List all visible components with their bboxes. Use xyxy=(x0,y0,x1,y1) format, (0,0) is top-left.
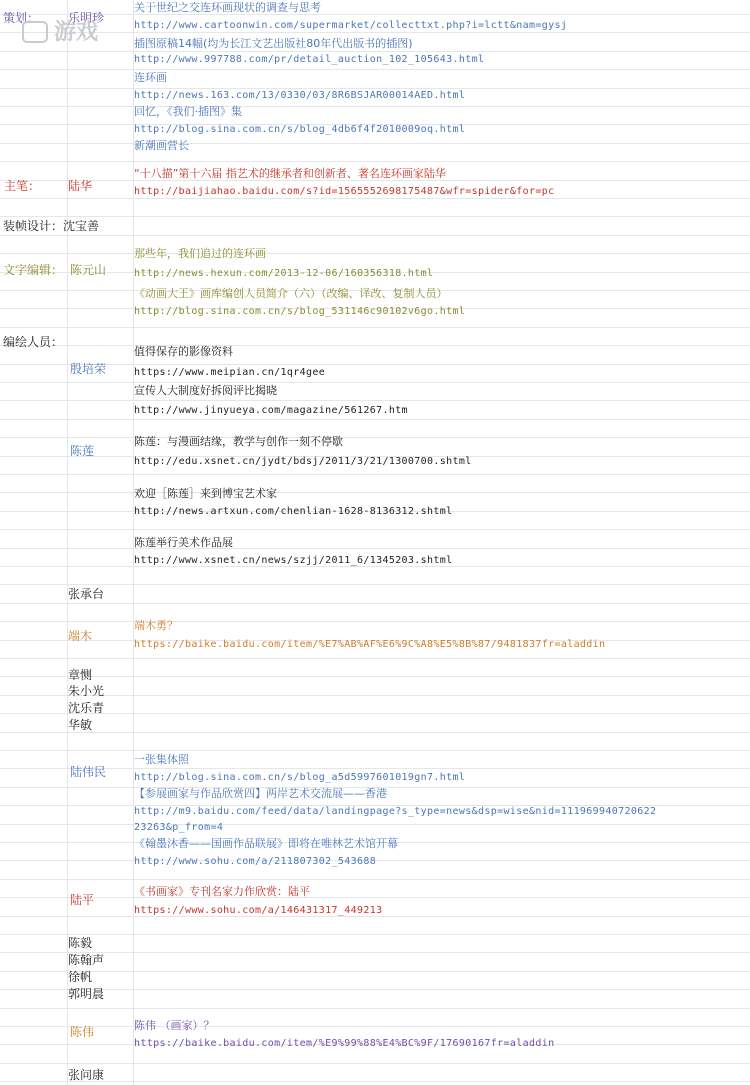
grid-row-line xyxy=(0,584,750,585)
grid-row-line xyxy=(0,879,750,880)
reference-title: 【参展画家与作品欣赏四】两岸艺术交流展——香港 xyxy=(134,787,387,800)
grid-row-line xyxy=(0,327,750,328)
person-name: 郭明晨 xyxy=(68,987,105,1001)
reference-link[interactable]: http://news.163.com/13/0330/03/8R6BSJAR00014AED.html xyxy=(134,90,466,101)
grid-row-line xyxy=(0,400,750,401)
grid-row-line xyxy=(0,1063,750,1064)
person-name: 陈莲 xyxy=(70,444,95,458)
grid-row-line xyxy=(0,492,750,493)
person-name: 端木 xyxy=(68,629,93,643)
grid-row-line xyxy=(0,216,750,217)
grid-row-line xyxy=(0,676,750,677)
grid-row-line xyxy=(0,143,750,144)
person-name: 陆伟民 xyxy=(70,765,107,779)
person-name: 沈乐青 xyxy=(68,701,105,715)
grid-row-line xyxy=(0,732,750,733)
person-name: 陈伟 xyxy=(70,1025,95,1039)
grid-row-line xyxy=(0,695,750,696)
reference-link[interactable]: https://www.meipian.cn/1qr4gee xyxy=(134,367,326,378)
grid-row-line xyxy=(0,69,750,70)
person-name: 编绘人员： xyxy=(3,335,64,349)
reference-link[interactable]: http://www.jinyueya.com/magazine/561267.htm xyxy=(134,405,408,416)
watermark-text: 游戏 xyxy=(54,20,99,45)
reference-title: 端木勇？ xyxy=(134,619,178,632)
reference-title: 值得保存的影像资料 xyxy=(134,345,233,358)
reference-link[interactable]: http://www.sohu.com/a/211807302_543688 xyxy=(134,856,377,867)
grid-row-line xyxy=(0,603,750,604)
person-name: 陈元山 xyxy=(70,263,107,277)
grid-row-line xyxy=(0,437,750,438)
reference-link[interactable]: 23263&p_from=4 xyxy=(134,822,224,833)
grid-row-line xyxy=(0,474,750,475)
grid-row-line xyxy=(0,1081,750,1082)
reference-title: 《翰墨沐香——国画作品联展》即将在唯林艺术馆开幕 xyxy=(134,837,398,850)
grid-row-line xyxy=(0,382,750,383)
person-name: 章恻 xyxy=(68,668,93,682)
reference-title: 陈莲举行美术作品展 xyxy=(134,536,233,549)
reference-title: 《动画大王》画库编创人员简介（六）（改编、译改、复制人员） xyxy=(134,287,448,300)
reference-link[interactable]: http://news.artxun.com/chenlian-1628-8136312.shtml xyxy=(134,506,453,517)
reference-link[interactable]: https://www.sohu.com/a/146431317_449213 xyxy=(134,905,383,916)
reference-link[interactable]: http://blog.sina.com.cn/s/blog_4db6f4f2010009oq.html xyxy=(134,124,466,135)
reference-title: “十八描”第十六届 指艺术的继承者和创新者、著名连环画家陆华 xyxy=(134,167,446,180)
reference-title: 连环画 xyxy=(134,71,167,84)
reference-link[interactable]: https://baike.baidu.com/item/%E9%99%88%E4%BC%9F/17690167fr=aladdin xyxy=(134,1038,555,1049)
person-name: 陆平 xyxy=(70,893,95,907)
gamepad-icon xyxy=(22,21,48,43)
reference-link[interactable]: http://news.hexun.com/2013-12-06/160356318.html xyxy=(134,268,434,279)
reference-title: 陈莲：与漫画结缘，教学与创作一刻不停歇 xyxy=(134,435,343,448)
grid-row-line xyxy=(0,1026,750,1027)
grid-row-line xyxy=(0,621,750,622)
grid-row-line xyxy=(0,897,750,898)
watermark xyxy=(22,18,120,48)
grid-row-line xyxy=(0,713,750,714)
grid-row-line xyxy=(0,548,750,549)
person-name: 陈毅 xyxy=(68,936,93,950)
grid-row-line xyxy=(0,345,750,346)
grid-row-line xyxy=(0,989,750,990)
person-name: 殷培荣 xyxy=(70,362,107,376)
reference-title: 回忆，《我们·插图》集 xyxy=(134,105,242,118)
grid-column-line xyxy=(67,0,68,1085)
reference-title: 欢迎［陈莲］来到博宝艺术家 xyxy=(134,487,277,500)
grid-row-line xyxy=(0,934,750,935)
grid-row-line xyxy=(0,14,750,15)
person-name: 张问康 xyxy=(68,1068,105,1082)
reference-title: 《书画家》专刊名家力作欣赏：陆平 xyxy=(134,885,310,898)
reference-link[interactable]: http://m9.baidu.com/feed/data/landingpage?s_type=news&dsp=wise&nid=111969940720622 xyxy=(134,806,657,817)
reference-link[interactable]: https://baike.baidu.com/item/%E7%AB%AF%E6%9C%A8%E5%8B%87/9481837fr=aladdin xyxy=(134,639,606,650)
grid-row-line xyxy=(0,824,750,825)
grid-row-line xyxy=(0,971,750,972)
grid-row-line xyxy=(0,419,750,420)
role-label: 策划： xyxy=(3,11,40,25)
reference-title: 关于世纪之交连环画现状的调查与思考 xyxy=(134,1,321,14)
grid-row-line xyxy=(0,768,750,769)
reference-title: 新潮画营长 xyxy=(134,139,189,152)
role-label: 主笔： xyxy=(4,179,41,193)
person-name: 陈翰声 xyxy=(68,953,105,967)
grid-row-line xyxy=(0,952,750,953)
reference-title: 插图原稿14幅(均为长江文艺出版社80年代出版书的插图) xyxy=(134,37,413,50)
role-label: 文字编辑： xyxy=(3,263,64,277)
reference-link[interactable]: http://blog.sina.com.cn/s/blog_a5d5997601019gn7.html xyxy=(134,772,466,783)
reference-link[interactable]: http://www.xsnet.cn/news/szjj/2011_6/1345203.shtml xyxy=(134,555,453,566)
grid-row-line xyxy=(0,106,750,107)
person-name: 乐明珍 xyxy=(68,11,105,25)
person-name: 装帧设计：沈宝善 xyxy=(3,219,100,233)
reference-title: 宣传人大制度好拆阅评比揭晓 xyxy=(134,384,277,397)
grid-row-line xyxy=(0,750,750,751)
grid-row-line xyxy=(0,235,750,236)
reference-title: 一张集体照 xyxy=(134,753,189,766)
person-name: 徐帆 xyxy=(68,970,93,984)
grid-row-line xyxy=(0,529,750,530)
grid-row-line xyxy=(0,1008,750,1009)
person-name: 朱小光 xyxy=(68,684,105,698)
grid-row-line xyxy=(0,253,750,254)
grid-row-line xyxy=(0,161,750,162)
reference-link[interactable]: http://baijiahao.baidu.com/s?id=1565552698175487&wfr=spider&for=pc xyxy=(134,186,555,197)
grid-row-line xyxy=(0,364,750,365)
reference-link[interactable]: http://www.cartoonwin.com/supermarket/collecttxt.php?i=lctt&nam=gysj xyxy=(134,20,568,31)
reference-link[interactable]: http://blog.sina.com.cn/s/blog_531146c90102v6go.html xyxy=(134,306,466,317)
reference-title: 那些年，我们追过的连环画 xyxy=(134,247,266,260)
reference-link[interactable]: http://www.997788.com/pr/detail_auction_102_105643.html xyxy=(134,54,485,65)
person-name: 陆华 xyxy=(68,179,93,193)
reference-title: 陈伟 （画家）？ xyxy=(134,1019,215,1032)
person-name: 张承台 xyxy=(68,587,105,601)
grid-row-line xyxy=(0,658,750,659)
reference-link[interactable]: http://edu.xsnet.cn/jydt/bdsj/2011/3/21/1300700.shtml xyxy=(134,456,472,467)
person-name: 华敏 xyxy=(68,718,93,732)
